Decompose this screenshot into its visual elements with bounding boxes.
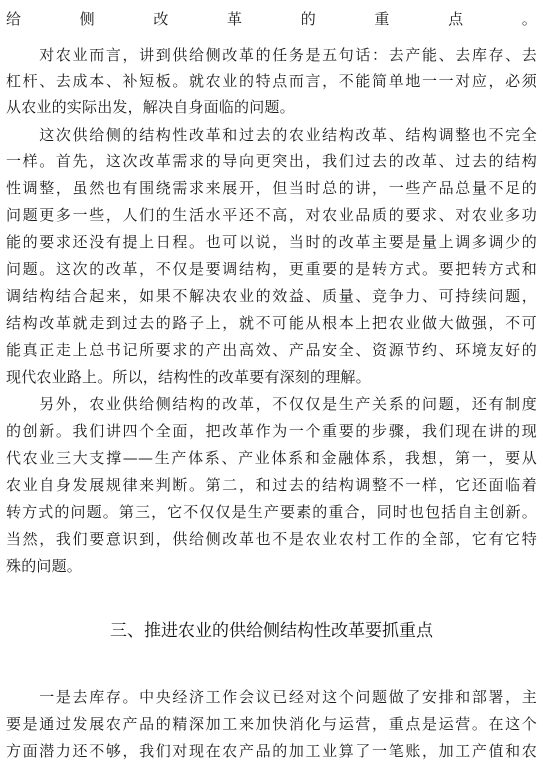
text-line: 给侧改革的重点。 bbox=[6, 10, 537, 28]
text-line: 这次供给侧的结构性改革和过去的农业结构改革、结构调整也不完全 bbox=[6, 126, 537, 144]
text-line: 从农业的实际出发，解决自身面临的问题。 bbox=[6, 98, 295, 116]
text-line: 农业自身发展规律来判断。第二，和过去的结构调整不一样，它还面临着 bbox=[6, 476, 537, 494]
text-line: 殊的问题。 bbox=[6, 557, 83, 575]
text-line: 的创新。我们讲四个全面，把改革作为一个重要的步骤，我们现在讲的现 bbox=[6, 422, 537, 440]
text-line: 代农业三大支撑——生产体系、产业体系和金融体系，我想，第一，要从 bbox=[6, 449, 537, 467]
text-line: 调结构结合起来，如果不解决农业的效益、质量、竞争力、可持续问题， bbox=[6, 287, 537, 305]
text-line: 方面潜力还不够，我们对现在农产品的加工业算了一笔账，加工产值和农 bbox=[6, 742, 537, 760]
text-line: 当然，我们要意识到，供给侧改革也不是农业农村工作的全部，它有它特 bbox=[6, 530, 537, 548]
text-line: 转方式的问题。第三，它不仅仅是生产要素的重合，同时也包括自主创新。 bbox=[6, 503, 537, 521]
text-line: 现代农业路上。所以，结构性的改革要有深刻的理解。 bbox=[6, 368, 371, 386]
text-line: 结构改革就走到过去的路子上，就不可能从根本上把农业做大做强，不可 bbox=[6, 314, 537, 332]
text-line: 能的要求还没有提上日程。也可以说，当时的改革主要是量上调多调少的 bbox=[6, 233, 537, 251]
text-line: 能真正走上总书记所要求的产出高效、产品安全、资源节约、环境友好的 bbox=[6, 341, 537, 359]
text-line: 要是通过发展农产品的精深加工来加快消化与运营，重点是运营。在这个 bbox=[6, 715, 537, 733]
text-line: 对农业而言，讲到供给侧改革的任务是五句话：去产能、去库存、去 bbox=[6, 46, 537, 64]
text-line: 问题。这次的改革，不仅是要调结构，更重要的是转方式。要把转方式和 bbox=[6, 260, 537, 278]
text-line: 一样。首先，这次改革需求的导向更突出，我们过去的改革、过去的结构 bbox=[6, 152, 537, 170]
text-line: 问题更多一些，人们的生活水平还不高，对农业品质的要求、对农业多功 bbox=[6, 206, 537, 224]
text-line: 杠杆、去成本、补短板。就农业的特点而言，不能简单地一一对应，必须 bbox=[6, 72, 537, 90]
section-heading: 三、推进农业的供给侧结构性改革要抓重点 bbox=[110, 621, 433, 641]
text-line: 一是去库存。中央经济工作会议已经对这个问题做了安排和部署，主 bbox=[6, 688, 537, 706]
text-line: 性调整，虽然也有围绕需求来展开，但当时总的讲，一些产品总量不足的 bbox=[6, 179, 537, 197]
text-line: 另外，农业供给侧结构的改革，不仅仅是生产关系的问题，还有制度 bbox=[6, 395, 537, 413]
